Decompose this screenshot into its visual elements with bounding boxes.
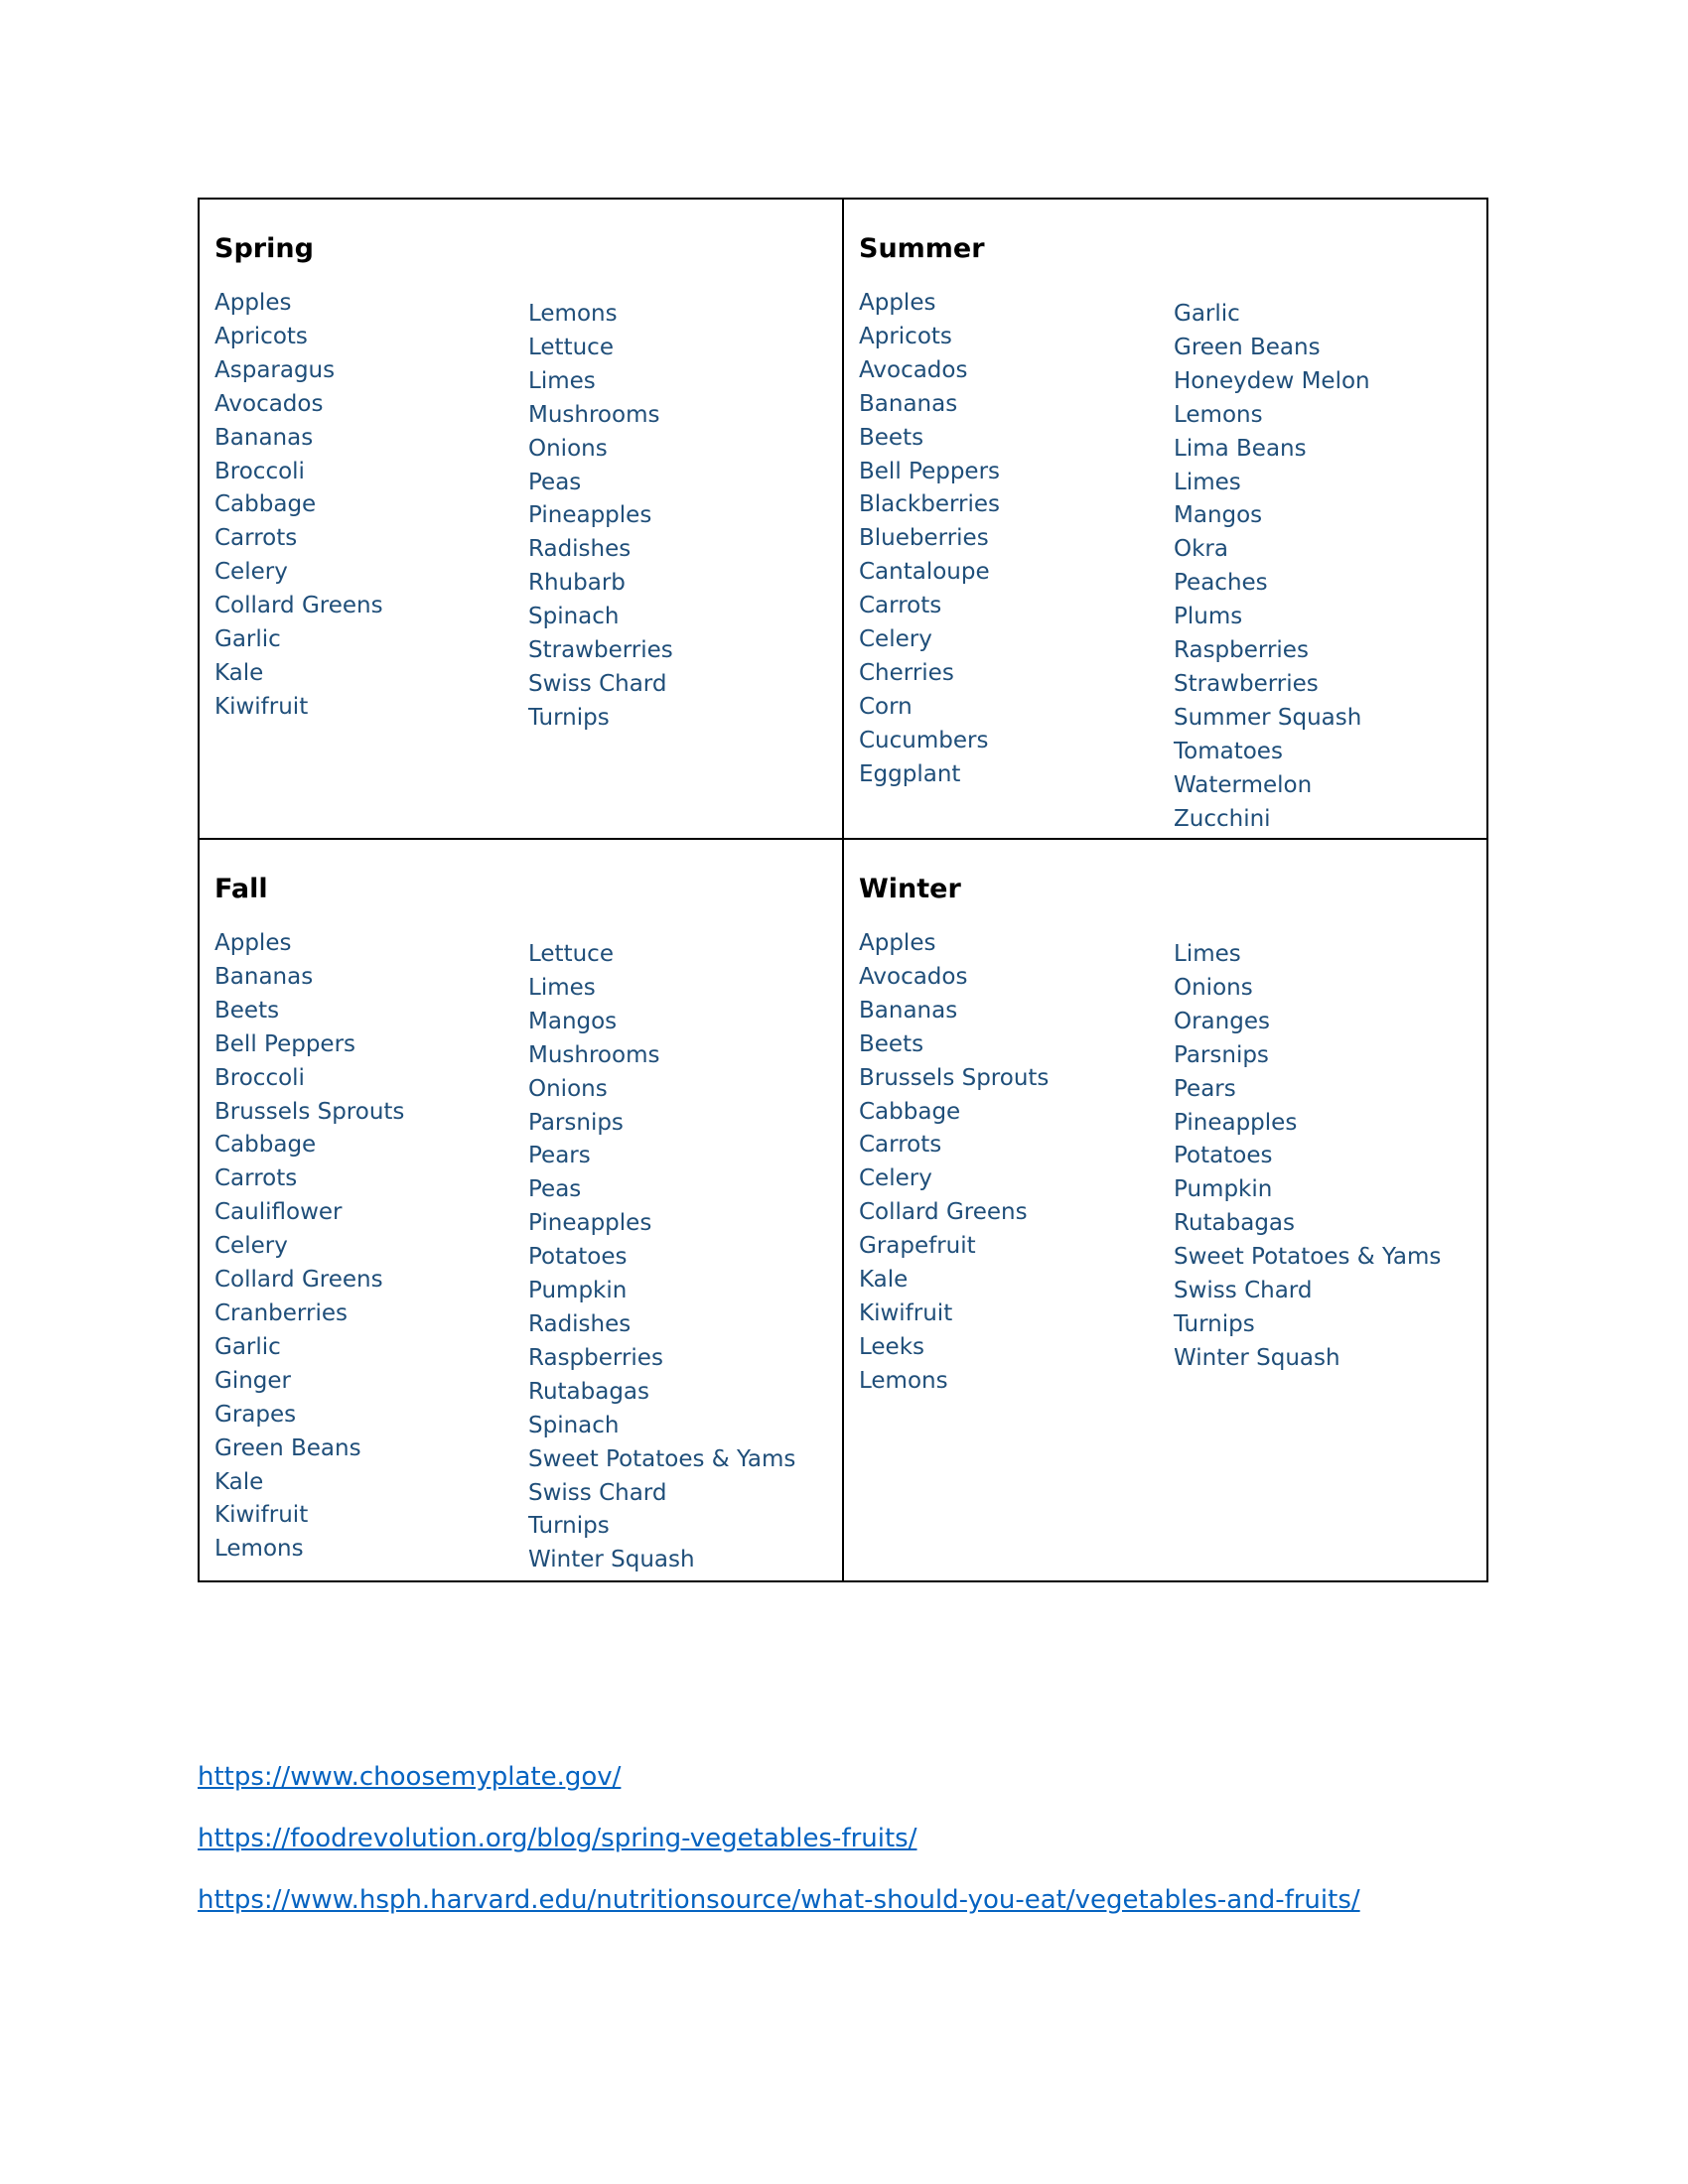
produce-item: Lemons: [214, 1536, 304, 1563]
produce-item: Peas: [528, 1176, 582, 1203]
produce-item: Cabbage: [214, 1132, 317, 1159]
spring-column-1: [214, 287, 528, 736]
produce-item: Cranberries: [214, 1299, 348, 1326]
summer-columns: [859, 287, 1488, 837]
produce-item: Lemons: [1174, 401, 1263, 428]
produce-item: Kale: [214, 1468, 264, 1495]
produce-item: Bananas: [859, 997, 958, 1024]
produce-item: Watermelon: [1174, 771, 1313, 798]
produce-item: Beets: [859, 424, 924, 451]
produce-item: Sweet Potatoes & Yams: [1174, 1244, 1442, 1271]
produce-item: Blackberries: [859, 491, 1001, 518]
produce-item: Cucumbers: [859, 727, 989, 753]
produce-item: Pineapples: [528, 502, 652, 529]
produce-item: Apples: [214, 930, 292, 956]
seasonal-produce-table: [198, 198, 1488, 1582]
produce-item: Eggplant: [859, 760, 961, 787]
produce-item: Grapes: [214, 1401, 297, 1428]
produce-item: Lettuce: [528, 334, 614, 360]
produce-item: Carrots: [214, 1165, 298, 1192]
produce-item: Celery: [859, 626, 932, 653]
produce-item: Limes: [528, 974, 596, 1001]
produce-item: Strawberries: [1174, 670, 1319, 697]
winter-columns: [859, 927, 1488, 1399]
produce-item: Avocados: [214, 390, 324, 417]
produce-item: Corn: [859, 693, 913, 720]
produce-item: Pineapples: [528, 1210, 652, 1237]
produce-item: Garlic: [214, 626, 281, 653]
produce-item: Carrots: [859, 593, 942, 619]
produce-item: Beets: [859, 1030, 924, 1057]
produce-item: Carrots: [214, 525, 298, 552]
produce-item: Swiss Chard: [528, 670, 667, 697]
produce-item: Onions: [1174, 974, 1253, 1001]
produce-item: Spinach: [528, 604, 620, 630]
produce-item: Turnips: [528, 704, 610, 731]
fall-columns: [214, 927, 842, 1577]
winter-title: Winter: [859, 874, 961, 904]
fall-cell: [200, 840, 844, 1580]
produce-item: Potatoes: [528, 1244, 628, 1271]
fall-title: Fall: [214, 874, 268, 904]
produce-item: Kale: [214, 659, 264, 686]
produce-item: Celery: [214, 559, 288, 586]
produce-item: Bananas: [859, 390, 958, 417]
produce-item: Kiwifruit: [859, 1299, 953, 1326]
spring-column-2: [528, 298, 842, 736]
produce-item: Summer Squash: [1174, 704, 1362, 731]
spring-title: Spring: [214, 233, 314, 264]
produce-item: Mushrooms: [528, 1041, 660, 1068]
produce-item: Sweet Potatoes & Yams: [528, 1445, 796, 1472]
produce-item: Raspberries: [1174, 637, 1309, 664]
produce-item: Turnips: [528, 1513, 610, 1540]
produce-item: Peas: [528, 469, 582, 495]
produce-item: Broccoli: [214, 1064, 305, 1091]
produce-item: Limes: [528, 367, 596, 394]
produce-item: Blueberries: [859, 525, 989, 552]
produce-item: Swiss Chard: [1174, 1278, 1313, 1304]
produce-item: Apricots: [859, 323, 952, 349]
link-foodrevolution[interactable]: https://foodrevolution.org/blog/spring-vegetables-fruits/: [198, 1824, 917, 1853]
produce-item: Onions: [528, 1075, 608, 1102]
produce-item: Collard Greens: [214, 593, 383, 619]
link-harvard-nutritionsource[interactable]: https://www.hsph.harvard.edu/nutritionsource/what-should-you-eat/vegetables-and-fruits/: [198, 1885, 1360, 1915]
produce-item: Pumpkin: [1174, 1176, 1273, 1203]
produce-item: Green Beans: [214, 1434, 361, 1461]
summer-title: Summer: [859, 233, 985, 264]
produce-item: Okra: [1174, 536, 1228, 563]
produce-item: Plums: [1174, 604, 1243, 630]
produce-item: Bell Peppers: [214, 1030, 356, 1057]
produce-item: Cauliflower: [214, 1199, 343, 1226]
spring-columns: [214, 287, 842, 736]
produce-item: Bananas: [214, 424, 314, 451]
produce-item: Apricots: [214, 323, 308, 349]
produce-item: Broccoli: [214, 458, 305, 484]
produce-item: Pears: [528, 1143, 591, 1169]
produce-item: Radishes: [528, 536, 632, 563]
produce-item: Tomatoes: [1174, 738, 1283, 764]
produce-item: Cabbage: [859, 1098, 961, 1125]
produce-item: Green Beans: [1174, 334, 1321, 360]
produce-item: Lima Beans: [1174, 435, 1307, 462]
produce-item: Mangos: [1174, 502, 1263, 529]
produce-item: Carrots: [859, 1132, 942, 1159]
produce-item: Rutabagas: [1174, 1210, 1296, 1237]
produce-item: Beets: [214, 997, 280, 1024]
produce-item: Parsnips: [528, 1109, 624, 1136]
produce-item: Peaches: [1174, 570, 1268, 597]
produce-item: Strawberries: [528, 637, 673, 664]
produce-item: Celery: [214, 1233, 288, 1260]
summer-cell: [844, 200, 1488, 840]
produce-item: Ginger: [214, 1367, 291, 1394]
produce-item: Potatoes: [1174, 1143, 1273, 1169]
produce-item: Pears: [1174, 1075, 1236, 1102]
produce-item: Onions: [528, 435, 608, 462]
produce-item: Kale: [859, 1267, 909, 1294]
produce-item: Avocados: [859, 356, 968, 383]
produce-item: Kiwifruit: [214, 693, 309, 720]
produce-item: Collard Greens: [859, 1199, 1028, 1226]
produce-item: Winter Squash: [1174, 1344, 1340, 1371]
produce-item: Apples: [859, 290, 936, 316]
produce-item: Rutabagas: [528, 1378, 650, 1405]
produce-item: Leeks: [859, 1333, 925, 1360]
produce-item: Grapefruit: [859, 1233, 976, 1260]
link-choosemyplate[interactable]: https://www.choosemyplate.gov/: [198, 1762, 622, 1792]
produce-item: Oranges: [1174, 1008, 1270, 1034]
winter-column-1: [859, 927, 1174, 1399]
produce-item: Collard Greens: [214, 1267, 383, 1294]
source-links: [198, 1761, 1360, 1946]
produce-item: Pumpkin: [528, 1278, 628, 1304]
produce-item: Parsnips: [1174, 1041, 1269, 1068]
produce-item: Kiwifruit: [214, 1502, 309, 1529]
produce-item: Brussels Sprouts: [859, 1064, 1050, 1091]
produce-item: Zucchini: [1174, 805, 1271, 832]
produce-item: Honeydew Melon: [1174, 367, 1370, 394]
produce-item: Apples: [214, 290, 292, 316]
winter-cell: [844, 840, 1488, 1580]
produce-item: Mangos: [528, 1008, 618, 1034]
produce-item: Celery: [859, 1165, 932, 1192]
produce-item: Raspberries: [528, 1344, 663, 1371]
produce-item: Garlic: [214, 1333, 281, 1360]
produce-item: Radishes: [528, 1310, 632, 1337]
produce-item: Bell Peppers: [859, 458, 1001, 484]
produce-item: Lemons: [528, 301, 618, 327]
summer-column-1: [859, 287, 1174, 837]
produce-item: Garlic: [1174, 301, 1240, 327]
produce-item: Asparagus: [214, 356, 336, 383]
fall-column-1: [214, 927, 528, 1577]
produce-item: Avocados: [859, 963, 968, 990]
produce-item: Rhubarb: [528, 570, 626, 597]
produce-item: Mushrooms: [528, 401, 660, 428]
produce-item: Brussels Sprouts: [214, 1098, 405, 1125]
produce-item: Lettuce: [528, 941, 614, 967]
fall-column-2: [528, 938, 842, 1577]
produce-item: Lemons: [859, 1367, 948, 1394]
produce-item: Cantaloupe: [859, 559, 990, 586]
produce-item: Spinach: [528, 1412, 620, 1438]
produce-item: Bananas: [214, 963, 314, 990]
winter-column-2: [1174, 938, 1488, 1399]
produce-item: Winter Squash: [528, 1547, 695, 1573]
produce-item: Limes: [1174, 941, 1241, 967]
produce-item: Pineapples: [1174, 1109, 1298, 1136]
spring-cell: [200, 200, 844, 840]
produce-item: Swiss Chard: [528, 1479, 667, 1506]
produce-item: Turnips: [1174, 1310, 1255, 1337]
produce-item: Limes: [1174, 469, 1241, 495]
produce-item: Cherries: [859, 659, 954, 686]
produce-item: Apples: [859, 930, 936, 956]
summer-column-2: [1174, 298, 1488, 837]
produce-item: Cabbage: [214, 491, 317, 518]
